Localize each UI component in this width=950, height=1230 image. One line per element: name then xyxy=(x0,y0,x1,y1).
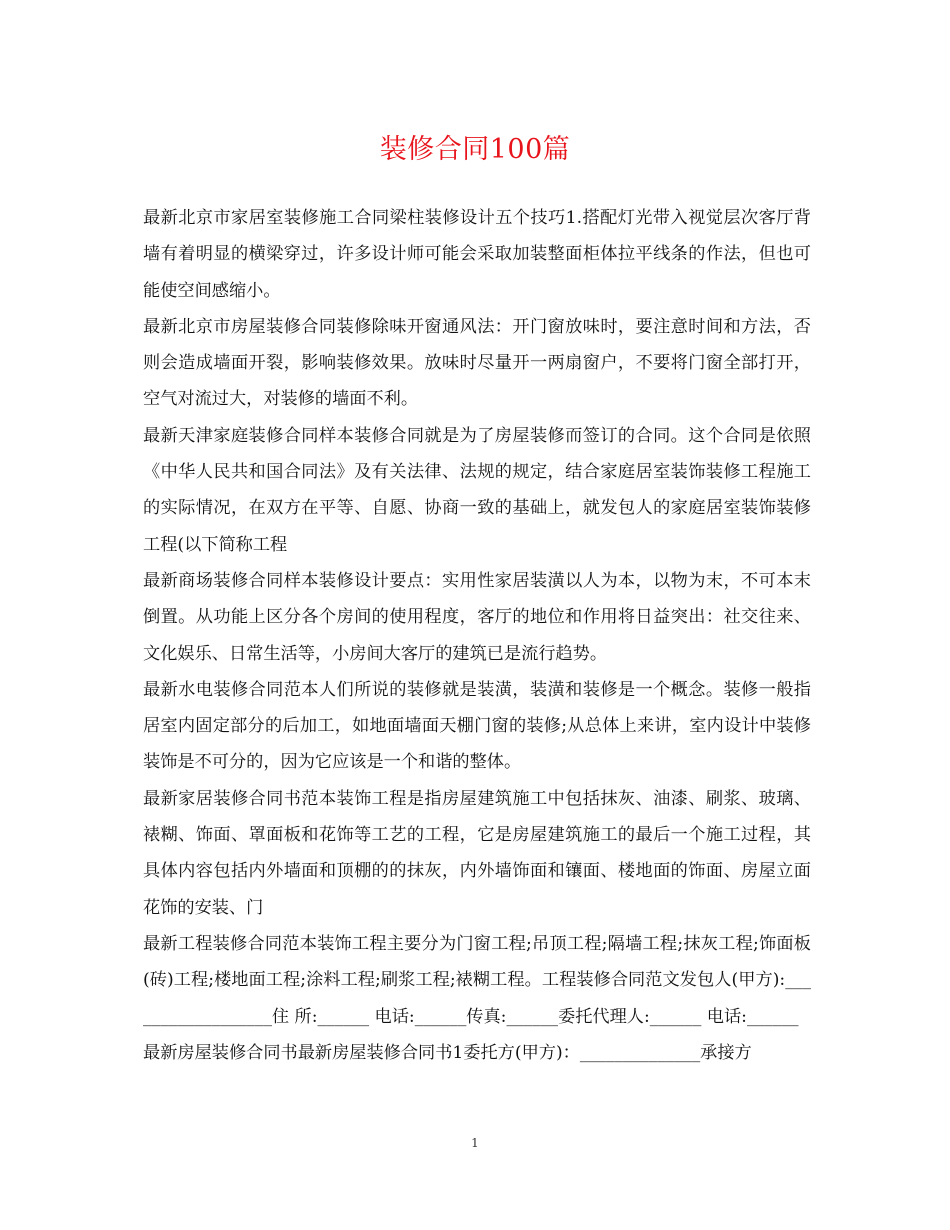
document-title: 装修合同100篇 xyxy=(379,134,571,165)
paragraph-7: 最新工程装修合同范本装饰工程主要分为门窗工程;吊顶工程;隔墙工程;抹灰工程;饰面板(砖)工程;楼地面工程;涂料工程;刷浆工程;裱糊工程。工程装修合同范文发包人(甲方):__________________住 所:______ 电话:______传真:______委托代理人:______ 电话:______ xyxy=(143,933,811,1027)
page-number: 1 xyxy=(471,1136,479,1150)
paragraph-3: 最新天津家庭装修合同样本装修合同就是为了房屋装修而签订的合同。这个合同是依照《中华人民共和国合同法》及有关法律、法规的规定，结合家庭居室装饰装修工程施工的实际情况，在双方在平等、自愿、协商一致的基础上，就发包人的家庭居室装饰装修工程(以下简称工程 xyxy=(143,425,811,555)
paragraph-1: 最新北京市家居室装修施工合同梁柱装修设计五个技巧1.搭配灯光带入视觉层次客厅背墙有着明显的横梁穿过，许多设计师可能会采取加装整面柜体拉平线条的作法，但也可能使空间感缩小。 xyxy=(143,208,811,301)
paragraph-6: 最新家居装修合同书范本装饰工程是指房屋建筑施工中包括抹灰、油漆、刷浆、玻璃、裱糊、饰面、罩面板和花饰等工艺的工程，它是房屋建筑施工的最后一个施工过程，其具体内容包括内外墙面和顶棚的的抹灰，内外墙饰面和镶面、楼地面的饰面、房屋立面花饰的安装、门 xyxy=(143,788,811,918)
paragraph-8: 最新房屋装修合同书最新房屋装修合同书1委托方(甲方)：______________承接方 xyxy=(143,1042,752,1063)
paragraph-2: 最新北京市房屋装修合同装修除味开窗通风法：开门窗放味时，要注意时间和方法，否则会造成墙面开裂，影响装修效果。放味时尽量开一两扇窗户，不要将门窗全部打开，空气对流过大，对装修的墙面不利。 xyxy=(143,316,811,410)
document-body xyxy=(143,200,811,1071)
paragraph-5: 最新水电装修合同范本人们所说的装修就是装潢，装潢和装修是一个概念。装修一般指居室内固定部分的后加工，如地面墙面天棚门窗的装修;从总体上来讲，室内设计中装修装饰是不可分的，因为它应该是一个和谐的整体。 xyxy=(143,679,811,773)
paragraph-4: 最新商场装修合同样本装修设计要点：实用性家居装潢以人为本，以物为末，不可本末倒置。从功能上区分各个房间的使用程度，客厅的地位和作用将日益突出：社交往来、文化娱乐、日常生活等，小房间大客厅的建筑已是流行趋势。 xyxy=(143,570,811,664)
